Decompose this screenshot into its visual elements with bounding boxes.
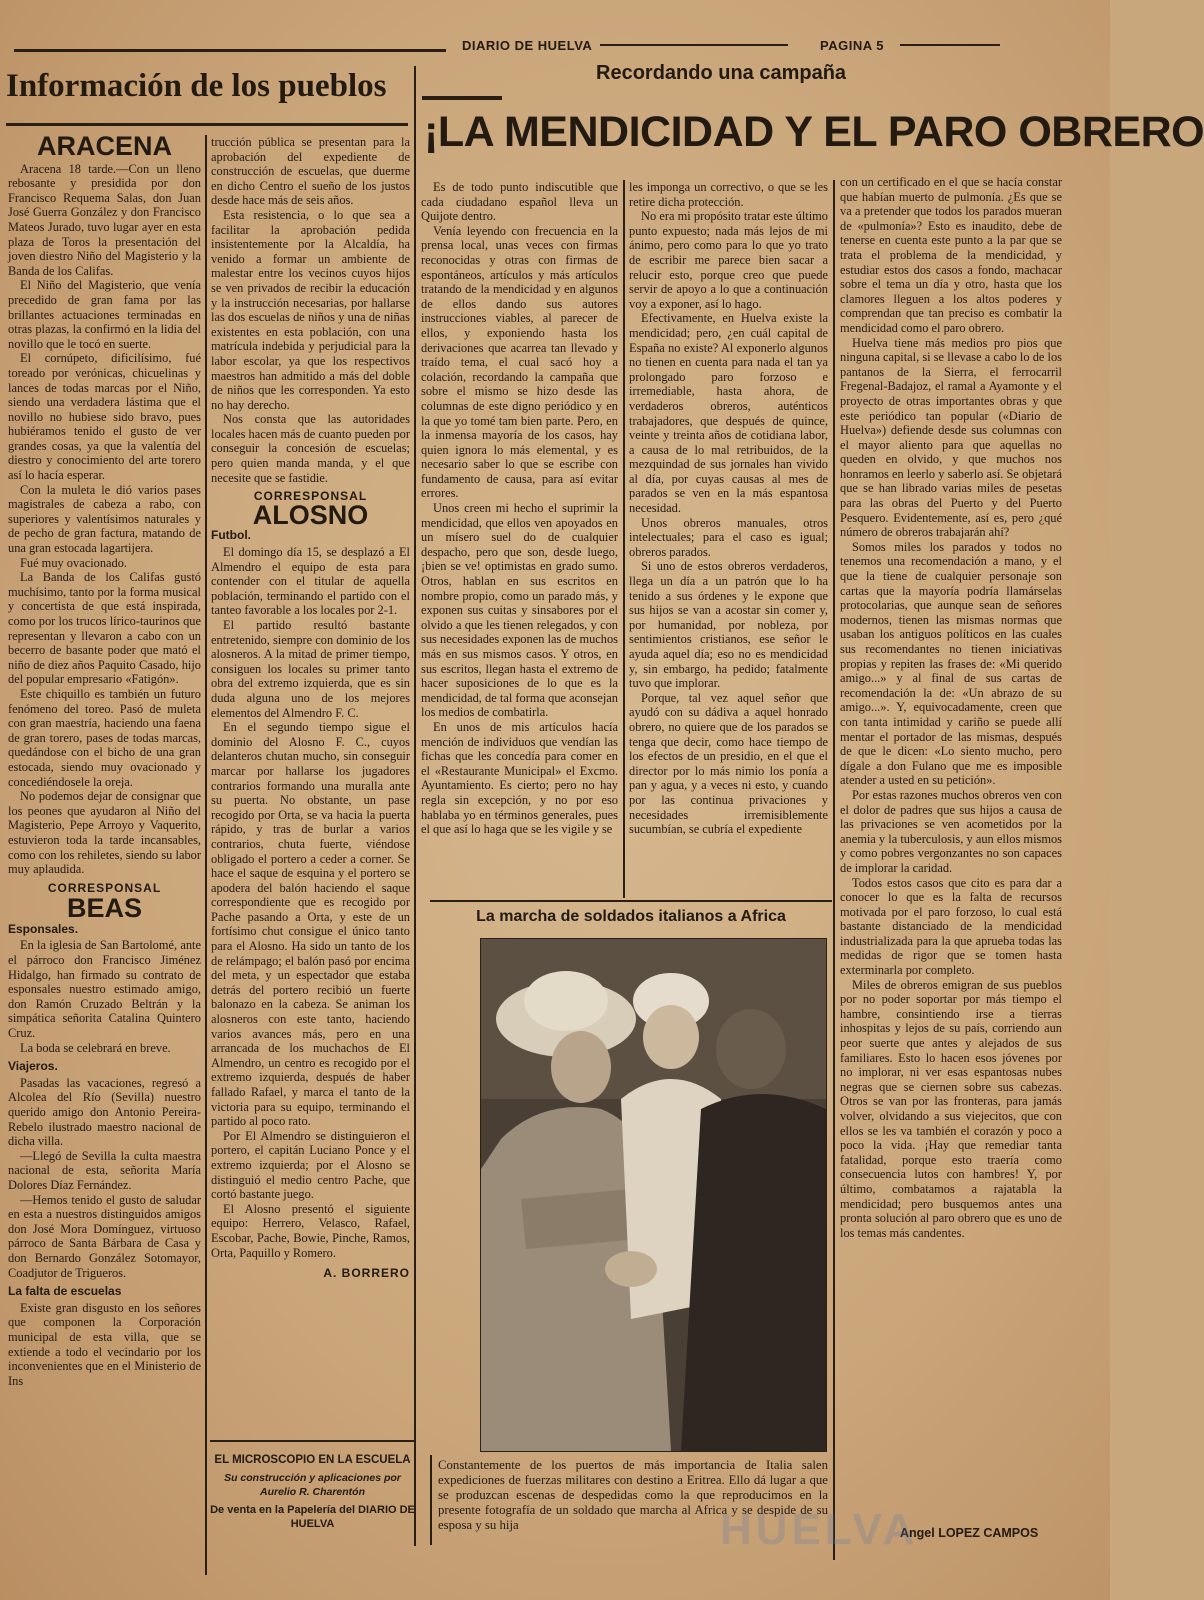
header-paper-name: DIARIO DE HUELVA — [462, 38, 593, 53]
aracena-signature: CORRESPONSAL — [47, 880, 162, 895]
article-paragraph: La boda se celebrará en breve. — [20, 1040, 171, 1055]
article-column-3 — [840, 175, 1062, 1515]
article-paragraph: El partido resultó bastante entretenido, siempre con dominio de los alosneros. A la mitad de primer tiempo, consiguen los locales su primer tanto obra del extremo izquierda, que es sin duda alguna uno de los mejores elementos del Almendro F. C. — [211, 618, 410, 720]
article-paragraph: Huelva tiene más medios pro pios que ninguna capital, si se llevase a cabo lo de los pantanos de la Sierra, el ferrocarril Fregenal-Badajoz, el ramal a Ayamonte y el proyecto de otras importantes obras y que este periódico tan popular («Diario de Huelva») defiende desde sus columnas con el mayor aliento para que aquellas no queden en olvido, y que muchos nos honramos en leerlo y saberlo así. Se objetará que se han librado varias miles de pesetas para las obras del Puerto y del Puerto Pesquero. Evidentemente, así es, pero ¿qué número de obreros trabajarán ahí? — [840, 335, 1062, 540]
column-divider — [205, 135, 207, 1575]
article-paragraph: El Niño del Magisterio, que venía precedido de gran fama por las brillantes actuaciones terminadas en otras plazas, la confirmó en la lidia del novillo que le tocó en suerte. — [8, 278, 201, 351]
column-escuelas-alosno — [211, 135, 410, 1435]
article-paragraph: Aracena 18 tarde.—Con un lleno rebosante y presidida por don Francisco Requema Salas, don Juan José Guerra González y don Francisco Mateos Jurado, tuvo lugar ayer en esta plaza de Toros la presentación del joven diestro Niño del Magisterio y la Banda de los Califas. — [8, 161, 201, 278]
section-title: Información de los pueblos — [6, 68, 387, 104]
kicker-ornament — [422, 96, 502, 100]
column-aracena-beas — [8, 131, 201, 1575]
column-divider — [623, 180, 625, 898]
beas-subheading-viajeros: Viajeros. — [8, 1059, 58, 1074]
article-paragraph: Este chiquillo es también un futuro fenómeno del toreo. Pasó de muleta con gran maestría, haciendo una faena de gran torero, pases de todas marcas, quedándose con el bicho de una gran estocada, siendo muy ovacionado y concediéndosele la oreja. — [8, 686, 201, 789]
article-paragraph: Existe gran disgusto en los señores que componen la Corporación municipal de esta villa, que se extiende a todo el vecindario por los inconvenientes que en el Ministerio de Ins — [8, 1300, 201, 1388]
alosno-subheading: Futbol. — [211, 528, 251, 543]
article-column-2 — [629, 180, 828, 895]
article-paragraph: —Llegó de Sevilla la culta maestra nacional de esta, señorita María Dolores Díaz Fernández. — [8, 1148, 201, 1192]
photo-title: La marcha de soldados italianos a Africa — [476, 908, 786, 925]
article-paragraph: trucción pública se presentan para la aprobación del expediente de construcción de escuelas, que duerme en dicho Centro el sueño de los justos desde hace más de seis años. — [211, 135, 410, 208]
header-rule-right — [900, 44, 1000, 46]
column-divider — [833, 180, 835, 1560]
ad-sale-note: De venta en la Papelería del DIARIO DE HUELVA — [210, 1504, 415, 1530]
soldier-farewell-photo — [480, 938, 827, 1452]
article-paragraph: No podemos dejar de consignar que los peones que ayudaron al Niño del Magisterio, Pepe Arroyo y Vaquerito, estuvieron toda la tarde incansables, como con los rehiletes, siendo su labor muy aplaudida. — [8, 789, 201, 877]
article-paragraph: No era mi propósito tratar este último punto expuesto; nada más lejos de mi ánimo, pero como para lo que yo trato de escribir me parece bien sacar a relucir esto, porque creo que puede servir de apoyo a lo que a continuación voy a exponer, así lo hago. — [629, 209, 828, 311]
article-paragraph: En el segundo tiempo sigue el dominio del Alosno F. C., cuyos delanteros chutan mucho, sin conseguir marcar por hallarse los jugadores contrarios formando una muralla ante su puerta. No obstante, un pase recogido por Orta, se va hacia la puerta rápido, y tras de burlar a varios contrarios, chuta fuerte, viéndose obligado el portero a ceder a corner. Se hace el saque de esquina y el portero se apodera del balón haciendo el saque correspondiente que es recogido por Pache pasando a Orta, y este de un fortísimo chut consigue el único tanto para el Alosno. Ha sido un tanto de los de relámpago; el balón pasó por encima del meta, y un espectador que estaba detrás del portero recibió un fuerte balonazo en la cabeza. Se animan los alosneros con este tanto, haciendo varios avances más, pero en una arrancada de los muchachos de El Almendro, un centro es recogido por el extremo izquierda, después de haber fallado Rafael, y marca el tanto de la victoria para su equipo, terminando el partido al poco rato. — [211, 720, 410, 1129]
article-paragraph: Pasadas las vacaciones, regresó a Alcolea del Río (Sevilla) nuestro querido amigo don Antonio Pereira-Rebelo ilustrado maestro nacional de dicha villa. — [8, 1075, 201, 1149]
ad-top-rule — [210, 1440, 414, 1442]
header-rule-mid — [600, 44, 788, 46]
article-paragraph: con un certificado en el que se hacía constar que habían muerto de pulmonía. ¿Es que se va a pretender que todos los parados mueran de «pulmonía»? Esto es inaudito, debe de tenerse en cuenta este punto a la par que se trata el problema de la mendicidad, y estudiar estos dos casos a fondo, machacar sobre el tema un día y otro, hasta que los clamores lleguen a los altos poderes y comprendan que tan preciso es combatir la mendicidad como el paro obrero. — [840, 175, 1062, 335]
aracena-heading: ARACENA — [37, 131, 172, 161]
article-paragraph: El cornúpeto, dificilísimo, fué toreado por verónicas, chicuelinas y lances de todas marcas por el Niño, siendo una verdadera lástima que el novillo no hubiese sido bravo, pues hubiéramos tenido el gusto de ver grandes cosas, ya que la valentía del diestro y conocimiento del arte torero así lo hacía esperar. — [8, 351, 201, 483]
article-paragraph: Fué muy ovacionado. — [20, 555, 128, 570]
article-kicker: Recordando una campaña — [596, 62, 847, 84]
header-rule-left — [14, 49, 446, 52]
ad-subtitle: Su construcción y aplicaciones por Aurelio R. Charentón — [224, 1472, 401, 1498]
article-paragraph: Si uno de estos obreros verdaderos, llega un día a un patrón que lo ha tenido a sus órdenes y le expone que sus hijos se van a acostar sin comer y, por humanidad, por nobleza, por sentimientos cristianos, ese señor le ayuda aquel día; eso no es mendicidad y, sin embargo, ha pedido; fatalmente tuvo que implorar. — [629, 559, 828, 691]
section-title-rule — [6, 123, 408, 126]
article-paragraph: Porque, tal vez aquel señor que ayudó con su dádiva a aquel honrado obrero, no quiere que de los parados se tenga que decir, como hace tiempo de los efectos de un presidio, en el que el director por lo más nimio los ponía a pan y agua, y a veces ni esto, y cuando por las continua privaciones y necesidades irremisiblemente sucumbían, se cubría el expediente — [629, 690, 828, 837]
photo-top-rule — [430, 900, 832, 902]
article-paragraph: Miles de obreros emigran de sus pueblos por no poder soportar por más tiempo el hambre, consintiendo irse a tierras inhospitas y lejos de su país, corriendo aun peor suerte que antes y alejados de sus familiares. Esto lo hacen esos jóvenes por no implorar, ni ver esas espantosas nubes negras que se ciernen sobre sus cabezas. Otros se van por las fronteras, para jamás volver, olvidando a sus viejecitos, que con ellos se les va también el corazón y poco a poco la vida. ¡Hay que remediar tanta fatalidad, porque esto traería como consecuencia lutos con hambres! Y, por último, combatamos a rajatabla la mendicidad; pero busquemos antes una pronta solución al paro obrero que es uno de los temas más candentes. — [840, 977, 1062, 1240]
article-paragraph: El domingo día 15, se desplazó a El Almendro el equipo de esta para contender con el titular de aquella población, terminando el partido con el tanteo favorable a los locales por 2-1. — [211, 545, 410, 618]
column-divider — [414, 66, 416, 1546]
photo-illustration — [481, 939, 826, 1451]
ad-title: EL MICROSCOPIO EN LA ESCUELA — [214, 1454, 411, 1466]
header-page-number: PAGINA 5 — [820, 38, 884, 53]
article-paragraph: Con la muleta le dió varios pases magistrales de cabeza a rabo, con superiores y valentísimos naturales y de pecho de gran factura, matando de una gran estocada lagartijera. — [8, 482, 201, 556]
article-paragraph: —Hemos tenido el gusto de saludar en esta a nuestros distinguidos amigos don José Mora Domínguez, virtuoso párroco de Santa Bárbara de Casa y don Bernardo González Sotomayor, Coadjutor de Trigueros. — [8, 1192, 201, 1280]
article-paragraph: les imponga un correctivo, o que se les retire dicha protección. — [629, 180, 828, 209]
beas-heading: BEAS — [66, 893, 142, 924]
alosno-signature: A. BORRERO — [323, 1266, 410, 1281]
article-paragraph: Todos estos casos que cito es para dar a conocer lo que es la falta de recursos motivada por el paro forzoso, lo cual está bastante distanciado de la mendicidad industrializada para la que aprueba todas las medidas de rigor que se tomen hasta exterminarla por completo. — [840, 875, 1062, 978]
article-column-1 — [421, 180, 618, 895]
article-signature: Angel LOPEZ CAMPOS — [900, 1526, 1039, 1540]
beas-subheading-esponsales: Esponsales. — [8, 921, 79, 936]
article-paragraph: El Alosno presentó el siguiente equipo: Herrero, Velasco, Rafael, Escobar, Pache, Bowie, Pinche, Ramos, Orta, Paquillo y Romero. — [211, 1201, 410, 1260]
photo-caption: Constantemente de los puertos de más importancia de Italia salen expediciones de fuerzas militares con destino a Eritrea. Ello dá lugar a que se produzcan escenas de despedidas como la que reproducimos en la presente fotografía de un soldado que marcha al Africa y se despide de su esposa y su hija — [438, 1458, 828, 1532]
archive-watermark: HUELVA — [720, 1505, 919, 1554]
article-paragraph: Venía leyendo con frecuencia en la prensa local, unas veces con firmas reconocidas y otras con firmas de espontáneos, artículos y más artículos tratando de la mendicidad y en algunos de ellos dando sus autores instrucciones viables, al parecer de ellos, y exponiendo hasta los derivaciones que acarrea tan llevado y traído tema, el cual sacó hoy a colación, recordando la campaña que sobre el mismo se hizo desde las columnas de este digno periódico y en la que yo tomé tam bien parte. Pero, en la inmensa mayoría de los casos, hay quien ignora lo más elemental, y es necesario saber lo que se escribe con fundamento de causa, para así evitar errores. — [421, 223, 618, 501]
beas-subheading-escuelas: La falta de escuelas — [8, 1284, 122, 1299]
article-paragraph: Por estas razones muchos obreros ven con el dolor de padres que sus hijos a causa de las privaciones se ven acometidos por la anemia y la tuberculosis, y aun ellos mismos y como pobres vergonzantes no son capaces de implorar la caridad. — [840, 787, 1062, 875]
microscope-ad — [210, 1445, 415, 1575]
article-paragraph: Por El Almendro se distinguieron el portero, el capitán Luciano Ponce y el extremo izquierda; por el Alosno se distinguió el medio centro Pache, que cortó bastante juego. — [211, 1128, 410, 1202]
article-paragraph: Somos miles los parados y todos no tenemos una recomendación a mano, y el que la tiene de cualquier personaje son cartas que la mayoría podría llamárselas protocolarias, que aunque sean de señores modernos, tienen las mismas normas que usaban los antiguos políticos en las cuales sus recomendantes no tienen iniciativas propias y repiten las frases de: «Mi querido amigo...» y al final de sus cartas de recomendación la de: «Un abrazo de su amigo...». Y, equivocadamente, creen que con tanta intimidad y cariño se puede allí mentar el portador de las mismas, después de que le dicen: «Lo siento mucho, pero dígale a don Fulano que me es imposible atender a usted en su petición». — [840, 539, 1062, 788]
article-paragraph: Efectivamente, en Huelva existe la mendicidad; pero, ¿en cuál capital de España no existe? Al exponerlo algunos no tienen en cuenta para nada el tan ya prolongado paro forzoso e irremediable, hasta ahora, de verdaderos obreros, auténticos trabajadores, que después de quince, veinte y treinta años de cotidiana labor, a causa de lo mal retribuidos, de la mezquindad de sus jornales han vivido al día, por cuyas causas al mes de parados se ven en la más espantosa necesidad. — [629, 311, 828, 516]
article-paragraph: Nos consta que las autoridades locales hacen más de cuanto pueden por conseguir la concesión de escuelas; pero quien manda manda, y el que necesite que se fastidie. — [211, 412, 410, 485]
article-paragraph: En unos de mis artículos hacía mención de individuos que vendían las fichas que les concedía para comer en el «Restaurante Municipal» el Excmo. Ayuntamiento. Es cierto; pero no hay regla sin excepción, y no por eso hablaba yo en términos generales, pues el que así lo haga que se les vigile y se — [421, 719, 618, 837]
escuelas-signature: CORRESPONSAL — [253, 489, 368, 504]
article-paragraph: Unos creen mi hecho el suprimir la mendicidad, que ellos ven apoyados en un mísero suel do de cualquier despacho, pero que son, desde luego, ¡bien se ve! optimistas en grado sumo. Otros, hablan en sus escritos en nombre propio, como un parado más, y exponen sus cuitas y sinsabores por el olvido a que les tienen relegados, y con sus necesidades exponen las de muchos más en sus mismos casos. Y otros, en sus escritos, llegan hasta el extremo de hacer suposiciones de lo que es la mendicidad, de tal forma que aconsejan los medios de combatirla. — [421, 501, 618, 720]
article-paragraph: En la iglesia de San Bartolomé, ante el párroco don Francisco Jiménez Hidalgo, han firmado su contrato de esponsales nuestro estimado amigo, don Ramón Cruzado Beltrán y la simpática señorita Catalina Quintero Cruz. — [8, 938, 201, 1041]
article-paragraph: Unos obreros manuales, otros intelectuales; para el caso es igual; obreros parados. — [629, 515, 828, 559]
caption-left-rule — [430, 1455, 432, 1545]
article-headline: ¡LA MENDICIDAD Y EL PARO OBRERO — [424, 108, 1204, 156]
article-paragraph: La Banda de los Califas gustó muchísimo, tanto por la forma musical y concertista de que está inspirada, como por los trucos lírico-taurinos que representan y llevaron a cabo con un becerro de basante poder que mató el niño de diez años Paquito Casado, hijo del popular empresario «Fatigón». — [8, 570, 201, 687]
article-paragraph: Esta resistencia, o lo que sea a facilitar la aprobación pedida insistentemente por la Alcaldía, ha venido a formar un ambiente de malestar entre los vecinos cuyos hijos se ven privados de recibir la educación y la instrucción necesarias, por hallarse las dos escuelas de niños y una de niñas existentes en esta población, con una matrícula indebida y perjudicial para la labor escolar, ya que los respectivos maestros han admitido a más del doble de niños que les corresponden. Ya esto no hay derecho. — [211, 207, 410, 412]
article-paragraph: Es de todo punto indiscutible que cada ciudadano español lleva un Quijote dentro. — [421, 180, 618, 224]
alosno-heading: ALOSNO — [252, 499, 369, 530]
